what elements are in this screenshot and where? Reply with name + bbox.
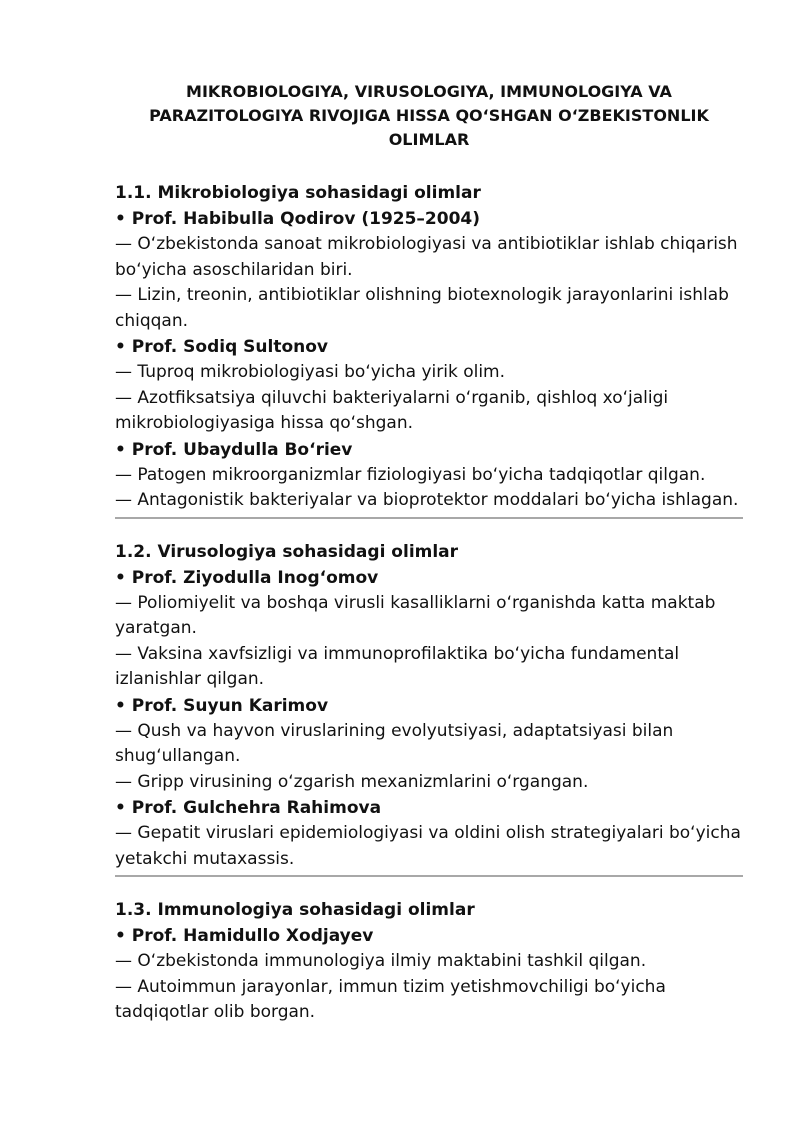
scientist-detail: — Gripp virusining o‘zgarish mexanizmlarini o‘rgangan.: [115, 771, 589, 792]
scientist-detail: — Lizin, treonin, antibiotiklar olishning biotexnologik jarayonlarini ishlab chiqqan.: [115, 285, 729, 331]
scientist-detail: — Patogen mikroorganizmlar fiziologiyasi bo‘yicha tadqiqotlar qilgan.: [115, 464, 706, 485]
scientist-name: • Prof. Ziyodulla Inog‘omov: [115, 567, 379, 588]
scientist-name: • Prof. Ubaydulla Bo‘riev: [115, 439, 353, 460]
scientist-detail: — Tuproq mikrobiologiyasi bo‘yicha yirik olim.: [115, 362, 506, 382]
scientist-detail: — Gepatit viruslari epidemiologiyasi va oldini olish strategiyalari bo‘yicha yetakchi mutaxassis.: [115, 823, 741, 869]
section-divider: [115, 875, 743, 877]
scientist-detail: — Azotfiksatsiya qiluvchi bakteriyalarni o‘rganib, qishloq xo‘jaligi mikrobiologiyasiga hissa qo‘shgan.: [115, 387, 669, 433]
section-divider: [115, 517, 743, 519]
scientist-name: • Prof. Gulchehra Rahimova: [115, 798, 382, 818]
section-heading: 1.1. Mikrobiologiya sohasidagi olimlar: [115, 183, 481, 203]
scientist-name: • Prof. Suyun Karimov: [115, 695, 329, 716]
title-line: MIKROBIOLOGIYA, VIRUSOLOGIYA, IMMUNOLOGIYA VA: [186, 82, 672, 101]
title-line: PARAZITOLOGIYA RIVOJIGA HISSA QO‘SHGAN O‘ZBEKISTONLIK: [149, 106, 709, 125]
section-heading: 1.3. Immunologiya sohasidagi olimlar: [115, 900, 475, 920]
scientist-detail: — Vaksina xavfsizligi va immunoprofilaktika bo‘yicha fundamental izlanishlar qilgan.: [115, 643, 680, 689]
section-heading: 1.2. Virusologiya sohasidagi olimlar: [115, 541, 459, 562]
scientist-detail: — O‘zbekistonda immunologiya ilmiy maktabini tashkil qilgan.: [115, 951, 647, 971]
scientist-detail: — Poliomiyelit va boshqa virusli kasalliklarni o‘rganishda katta maktab yaratgan.: [115, 592, 716, 638]
title-line: OLIMLAR: [388, 130, 470, 149]
scientist-name: • Prof. Habibulla Qodirov (1925–2004): [115, 209, 481, 229]
scientist-name: • Prof. Sodiq Sultonov: [115, 337, 328, 357]
section-mikrobiologiya: [115, 180, 743, 519]
scientist-name: • Prof. Hamidullo Xodjayev: [115, 926, 374, 946]
scientist-detail: — Autoimmun jarayonlar, immun tizim yetishmovchiligi bo‘yicha tadqiqotlar olib borgan.: [115, 976, 666, 1022]
document-title: [115, 80, 743, 152]
document-page: [115, 0, 743, 1026]
scientist-detail: — Antagonistik bakteriyalar va bioprotektor moddalari bo‘yicha ishlagan.: [115, 490, 739, 510]
section-virusologiya: [115, 539, 743, 878]
scientist-detail: — O‘zbekistonda sanoat mikrobiologiyasi va antibiotiklar ishlab chiqarish bo‘yicha asoschilaridan biri.: [115, 234, 738, 280]
section-immunologiya: [115, 897, 743, 1026]
scientist-detail: — Qush va hayvon viruslarining evolyutsiyasi, adaptatsiyasi bilan shug‘ullangan.: [115, 720, 674, 766]
